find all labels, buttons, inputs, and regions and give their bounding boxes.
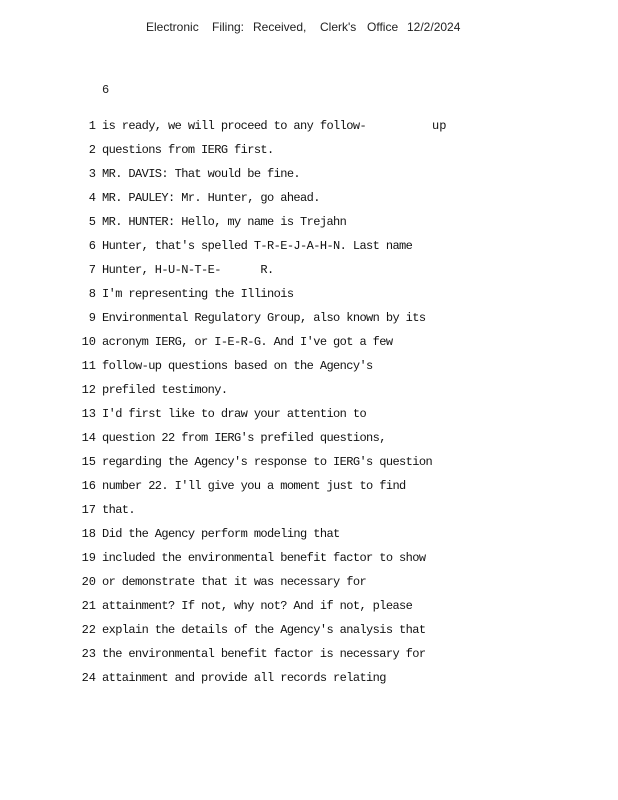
line-text-continuation: up — [432, 119, 447, 133]
transcript-line — [0, 165, 618, 189]
line-text: that. — [102, 503, 136, 517]
line-number: 24 — [81, 671, 96, 685]
transcript-line — [0, 381, 618, 405]
line-text: included the environmental benefit factor to show — [102, 551, 426, 565]
line-text: questions from IERG first. — [102, 143, 274, 157]
line-number: 11 — [81, 359, 96, 373]
line-number: 1 — [88, 119, 96, 133]
transcript-line — [0, 645, 618, 669]
line-number: 23 — [81, 647, 96, 661]
line-number: 12 — [81, 383, 96, 397]
line-text: MR. HUNTER: Hello, my name is Trejahn — [102, 215, 347, 229]
transcript-line — [0, 429, 618, 453]
line-text: Did the Agency perform modeling that — [102, 527, 340, 541]
line-text: is ready, we will proceed to any follow- — [102, 119, 367, 133]
line-number: 9 — [88, 311, 96, 325]
line-number: 6 — [88, 239, 96, 253]
line-number: 5 — [88, 215, 96, 229]
line-text: prefiled testimony. — [102, 383, 228, 397]
transcript-line — [0, 621, 618, 645]
transcript-line — [0, 333, 618, 357]
line-number: 13 — [81, 407, 96, 421]
transcript-line — [0, 357, 618, 381]
transcript-line — [0, 525, 618, 549]
line-number: 15 — [81, 455, 96, 469]
line-number: 19 — [81, 551, 96, 565]
line-text: MR. DAVIS: That would be fine. — [102, 167, 301, 181]
transcript-line — [0, 141, 618, 165]
line-number: 4 — [88, 191, 96, 205]
filing-header — [0, 20, 618, 36]
line-text: attainment and provide all records relating — [102, 671, 386, 685]
page-number: 6 — [102, 83, 110, 97]
transcript-line — [0, 117, 618, 141]
transcript-line — [0, 669, 618, 693]
header-office: Office — [367, 20, 399, 34]
line-text: Environmental Regulatory Group, also known by its — [102, 311, 426, 325]
line-text: I'm representing the Illinois — [102, 287, 294, 301]
transcript-line — [0, 501, 618, 525]
transcript-line — [0, 285, 618, 309]
line-text: acronym IERG, or I-E-R-G. And I've got a few — [102, 335, 393, 349]
line-number: 8 — [88, 287, 96, 301]
transcript-line — [0, 405, 618, 429]
line-text: or demonstrate that it was necessary for — [102, 575, 367, 589]
transcript-line — [0, 261, 618, 285]
header-electronic: Electronic — [146, 20, 199, 34]
transcript-line — [0, 597, 618, 621]
line-number: 2 — [88, 143, 96, 157]
header-received: Received, — [253, 20, 307, 34]
line-text: the environmental benefit factor is necessary for — [102, 647, 426, 661]
line-number: 21 — [81, 599, 96, 613]
transcript-line — [0, 573, 618, 597]
line-text: regarding the Agency's response to IERG's question — [102, 455, 433, 469]
line-number: 20 — [81, 575, 96, 589]
line-number: 10 — [81, 335, 96, 349]
line-text: attainment? If not, why not? And if not, please — [102, 599, 413, 613]
line-number: 17 — [81, 503, 96, 517]
transcript-body — [0, 117, 618, 693]
line-text: MR. PAULEY: Mr. Hunter, go ahead. — [102, 191, 320, 205]
transcript-line — [0, 189, 618, 213]
transcript-line — [0, 477, 618, 501]
transcript-line — [0, 453, 618, 477]
transcript-line — [0, 237, 618, 261]
header-filing: Filing: — [212, 20, 245, 34]
line-number: 3 — [88, 167, 96, 181]
line-text: number 22. I'll give you a moment just to find — [102, 479, 406, 493]
line-text: I'd first like to draw your attention to — [102, 407, 367, 421]
line-text: follow-up questions based on the Agency's — [102, 359, 373, 373]
line-number: 16 — [81, 479, 96, 493]
line-number: 18 — [81, 527, 96, 541]
transcript-line — [0, 213, 618, 237]
transcript-line — [0, 309, 618, 333]
line-text: Hunter, that's spelled T-R-E-J-A-H-N. Last name — [102, 239, 413, 253]
header-clerks: Clerk's — [320, 20, 357, 34]
line-text: explain the details of the Agency's analysis that — [102, 623, 426, 637]
header-date: 12/2/2024 — [407, 20, 461, 34]
transcript-line — [0, 549, 618, 573]
line-number: 22 — [81, 623, 96, 637]
line-text: Hunter, H-U-N-T-E- R. — [102, 263, 274, 277]
line-text: question 22 from IERG's prefiled questions, — [102, 431, 386, 445]
line-number: 7 — [88, 263, 96, 277]
line-number: 14 — [81, 431, 96, 445]
